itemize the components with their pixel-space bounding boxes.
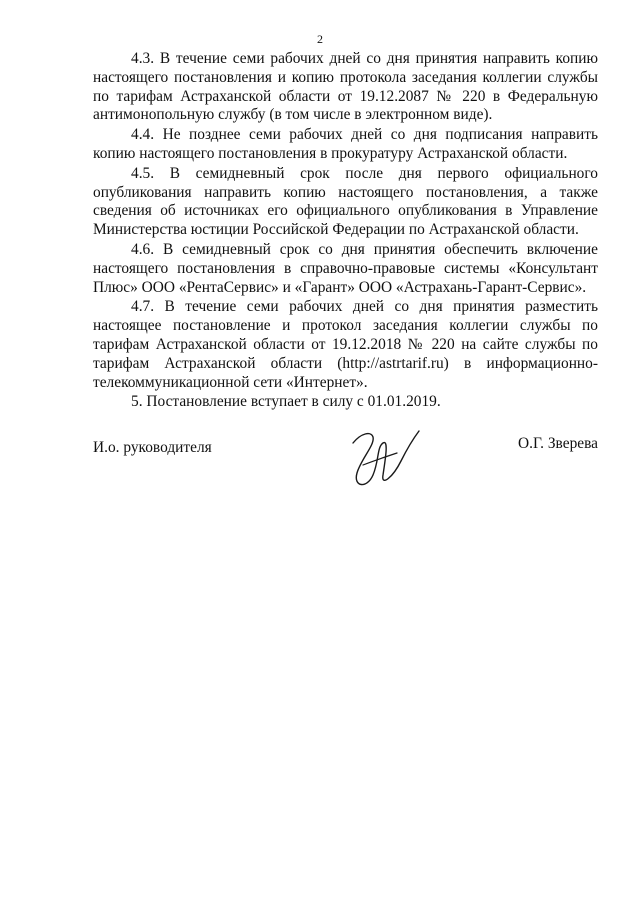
paragraph-4-3: 4.3. В течение семи рабочих дней со дня принятия направить копию настоящего постановления и копию протокола заседания коллегии службы по тарифам Астраханской области от 19.12.2087 № 220 в Федеральную антимонопольную службу (в том числе в электронном виде). [93, 50, 598, 124]
signatory-name: О.Г. Зверева [518, 435, 598, 452]
page-number: 2 [317, 32, 323, 46]
paragraph-5: 5. Постановление вступает в силу с 01.01.2019. [131, 393, 441, 411]
paragraph-4-4: 4.4. Не позднее семи рабочих дней со дня подписания направить копию настоящего постановления в прокуратуру Астраханской области. [93, 126, 598, 162]
paragraph-4-7: 4.7. В течение семи рабочих дней со дня принятия разместить настоящее постановление и протокол заседания коллегии службы по тарифам Астраханской области от 19.12.2018 № 220 на сайте службы по тарифам Астраханской области (http://astrtarif.ru) в информационно-телекоммуникационной сети «Интернет». [93, 298, 598, 391]
signatory-title: И.о. руководителя [93, 439, 212, 456]
handwritten-signature-icon [333, 425, 423, 495]
document-body [93, 50, 598, 413]
paragraph-4-6: 4.6. В семидневный срок со дня принятия обеспечить включение настоящего постановления в справочно-правовые системы «Консультант Плюс» ООО «РентаСервис» и «Гарант» ООО «Астрахань-Гарант-Сервис». [93, 240, 598, 296]
signature-block [93, 425, 598, 495]
paragraph-4-5: 4.5. В семидневный срок после дня первого официального опубликования направить копию настоящего постановления, а также сведения об источниках его официального опубликования в Управление Министерства юстиции Российской Федерации по Астраханской области. [93, 164, 598, 239]
